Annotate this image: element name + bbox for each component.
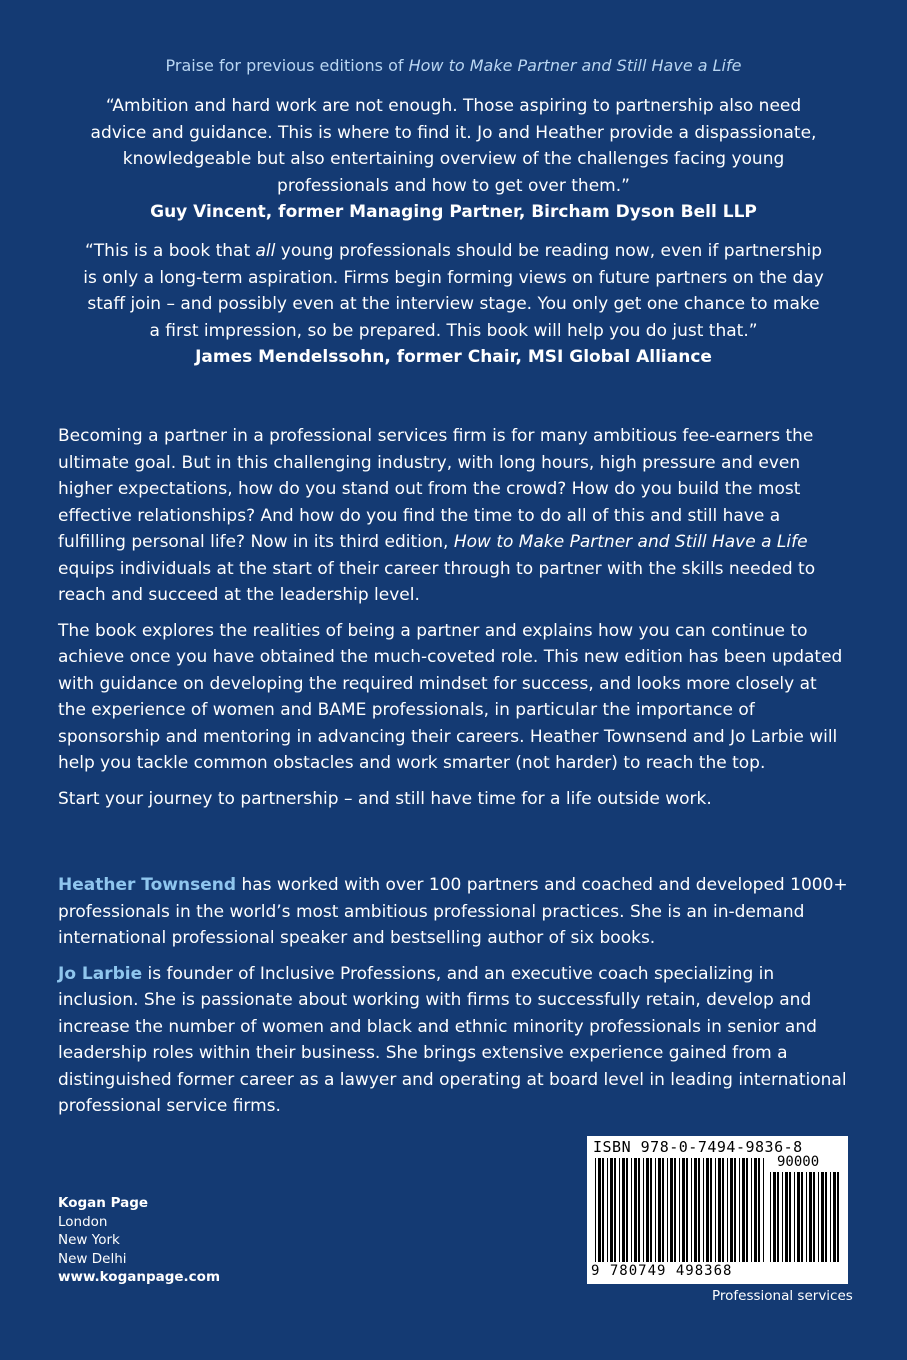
barcode-bar (727, 1158, 728, 1262)
barcode-bar (602, 1158, 604, 1262)
barcode-bar (634, 1158, 637, 1262)
barcode-bar (837, 1172, 839, 1262)
barcode-bar (686, 1158, 688, 1262)
quote-text-part: “This is a book that (84, 241, 256, 261)
author-bio-larbie (58, 961, 848, 1120)
barcode-bar (789, 1172, 791, 1262)
quote-attribution: James Mendelssohn, former Chair, MSI Global Alliance (195, 347, 712, 367)
barcode-bar (643, 1158, 644, 1262)
publisher-city: New Delhi (58, 1250, 127, 1267)
barcode-bar (622, 1158, 625, 1262)
barcode-bar (715, 1158, 716, 1262)
publisher-city: London (58, 1213, 108, 1230)
isbn-text: ISBN 978-0-7494-9836-8 (593, 1138, 803, 1156)
publisher-block (58, 1194, 220, 1287)
ean-number: 9 780749 498368 (591, 1263, 733, 1279)
barcode-bar (722, 1158, 724, 1262)
description-paragraph-3: Start your journey to partnership – and still have time for a life outside work. (58, 788, 712, 809)
publisher-url[interactable]: www.koganpage.com (58, 1269, 221, 1286)
barcode-bar (670, 1158, 673, 1262)
quote-emphasis: all (255, 241, 276, 261)
barcode-bar (595, 1158, 596, 1262)
barcode-bar (679, 1158, 680, 1262)
barcode-bar (598, 1158, 601, 1262)
description-text: Becoming a partner in a professional services firm is for many ambitious fee-earners the ultimate goal. But in this challenging industry, with long hours, high pressure and even higher expectations, how do you stand out from the crowd? How do you build the most effective relationships? And how do you find the time to do all of this and still have a fulfilling personal life? Now in its third edition, (58, 426, 814, 552)
description-paragraph-2: The book explores the realities of being a partner and explains how you can continue to achieve once you have obtained the much-coveted role. This new edition has been updated with guidance on developing the required mindset for success, and looks more closely at the experience of women and BAME professionals, in particular the importance of sponsorship and mentoring in advancing their careers. Heather Townsend and Jo Larbie will help you tackle common obstacles and work smarter (not harder) to reach the top. (58, 620, 843, 773)
publisher-city: New York (58, 1232, 120, 1249)
barcode-bar (706, 1158, 709, 1262)
author-bio-townsend (58, 872, 848, 952)
barcode-bar (770, 1172, 771, 1262)
praise-heading (0, 56, 907, 75)
praise-quote-2 (80, 238, 827, 371)
description-text: equips individuals at the start of their career through to partner with the skills needed to reach and succeed at the leadership level. (58, 558, 816, 605)
author-bios (58, 872, 848, 1129)
barcode-bar (646, 1158, 649, 1262)
barcode-bar (694, 1158, 697, 1262)
book-title-inline: How to Make Partner and Still Have a Life (453, 532, 808, 552)
barcode-bar (773, 1172, 776, 1262)
barcode-bar (718, 1158, 721, 1262)
barcode-bar (730, 1158, 733, 1262)
barcode-bar (794, 1172, 795, 1262)
barcode-bar (682, 1158, 685, 1262)
barcode-bar (650, 1158, 652, 1262)
barcode-bar (662, 1158, 664, 1262)
barcode-bar (619, 1158, 620, 1262)
barcode-bar (658, 1158, 661, 1262)
quote-text-part: young professionals should be reading now, even if partnership is only a long-term aspiration. Firms begin forming views on future partners on the day staff join – and possibly even at the interview stage. You only get one chance to make a first impression, so be prepared. This book will help you do just that.” (83, 241, 824, 341)
barcode-bar (710, 1158, 712, 1262)
barcode-bar (830, 1172, 831, 1262)
barcode-bar (777, 1172, 779, 1262)
barcode-bar (674, 1158, 676, 1262)
ean-barcode-bars (595, 1158, 767, 1262)
barcode-bar (638, 1158, 640, 1262)
barcode-bar (607, 1158, 608, 1262)
barcode-bar (797, 1172, 800, 1262)
barcode-bar (739, 1158, 740, 1262)
barcode-bar (754, 1158, 757, 1262)
barcode-bar (746, 1158, 748, 1262)
price-barcode-bars (770, 1172, 840, 1262)
barcode-bar (698, 1158, 700, 1262)
barcode-bar (734, 1158, 736, 1262)
description-paragraph-1 (58, 423, 848, 609)
praise-heading-title: How to Make Partner and Still Have a Life (408, 56, 742, 75)
isbn-barcode (587, 1136, 848, 1284)
barcode-bar (703, 1158, 704, 1262)
author-name: Jo Larbie (58, 963, 143, 984)
barcode-bar (813, 1172, 815, 1262)
barcode-bar (763, 1158, 764, 1262)
author-bio-text: has worked with over 100 partners and coached and developed 1000+ professionals in the world’s most ambitious professional practices. She is an in-demand international professional speaker and bestselling author of six books. (58, 875, 848, 948)
barcode-bar (610, 1158, 613, 1262)
barcode-bar (631, 1158, 632, 1262)
publisher-name: Kogan Page (58, 1195, 149, 1211)
barcode-bar (655, 1158, 656, 1262)
barcode-bar (818, 1172, 819, 1262)
quote-text: “Ambition and hard work are not enough. Those aspiring to partnership also need advice and guidance. This is where to find it. Jo and Heather provide a dispassionate, knowledgeable but also entertaining overview of the challenges facing young professionals and how to get over them.” (90, 96, 817, 196)
praise-quote-1 (80, 93, 827, 226)
quote-attribution: Guy Vincent, former Managing Partner, Bircham Dyson Bell LLP (150, 202, 757, 222)
barcode-bar (782, 1172, 783, 1262)
barcode-bar (809, 1172, 812, 1262)
barcode-bar (833, 1172, 836, 1262)
barcode-bar (614, 1158, 616, 1262)
barcode-bar (758, 1158, 760, 1262)
author-bio-text: is founder of Inclusive Professions, and an executive coach specializing in inclusion. She is passionate about working with firms to successfully retain, develop and increase the number of women and black and ethnic minority professionals in senior and leadership roles within their business. She brings extensive experience gained from a distinguished former career as a lawyer and operating at board level in leading international professional service firms. (58, 963, 847, 1116)
barcode-bar (825, 1172, 827, 1262)
praise-heading-prefix: Praise for previous editions of (165, 56, 409, 75)
barcode-bar (751, 1158, 752, 1262)
author-name: Heather Townsend (58, 875, 237, 895)
barcode-bar (691, 1158, 692, 1262)
barcode-bar (821, 1172, 824, 1262)
barcode-bar (806, 1172, 807, 1262)
barcode-bar (667, 1158, 668, 1262)
price-code: 90000 (777, 1154, 820, 1170)
barcode-bar (626, 1158, 628, 1262)
category-label: Professional services (712, 1288, 853, 1304)
barcode-bar (742, 1158, 745, 1262)
book-description (58, 423, 848, 821)
barcode-bar (801, 1172, 803, 1262)
quote-text (80, 238, 827, 344)
barcode-bar (785, 1172, 788, 1262)
